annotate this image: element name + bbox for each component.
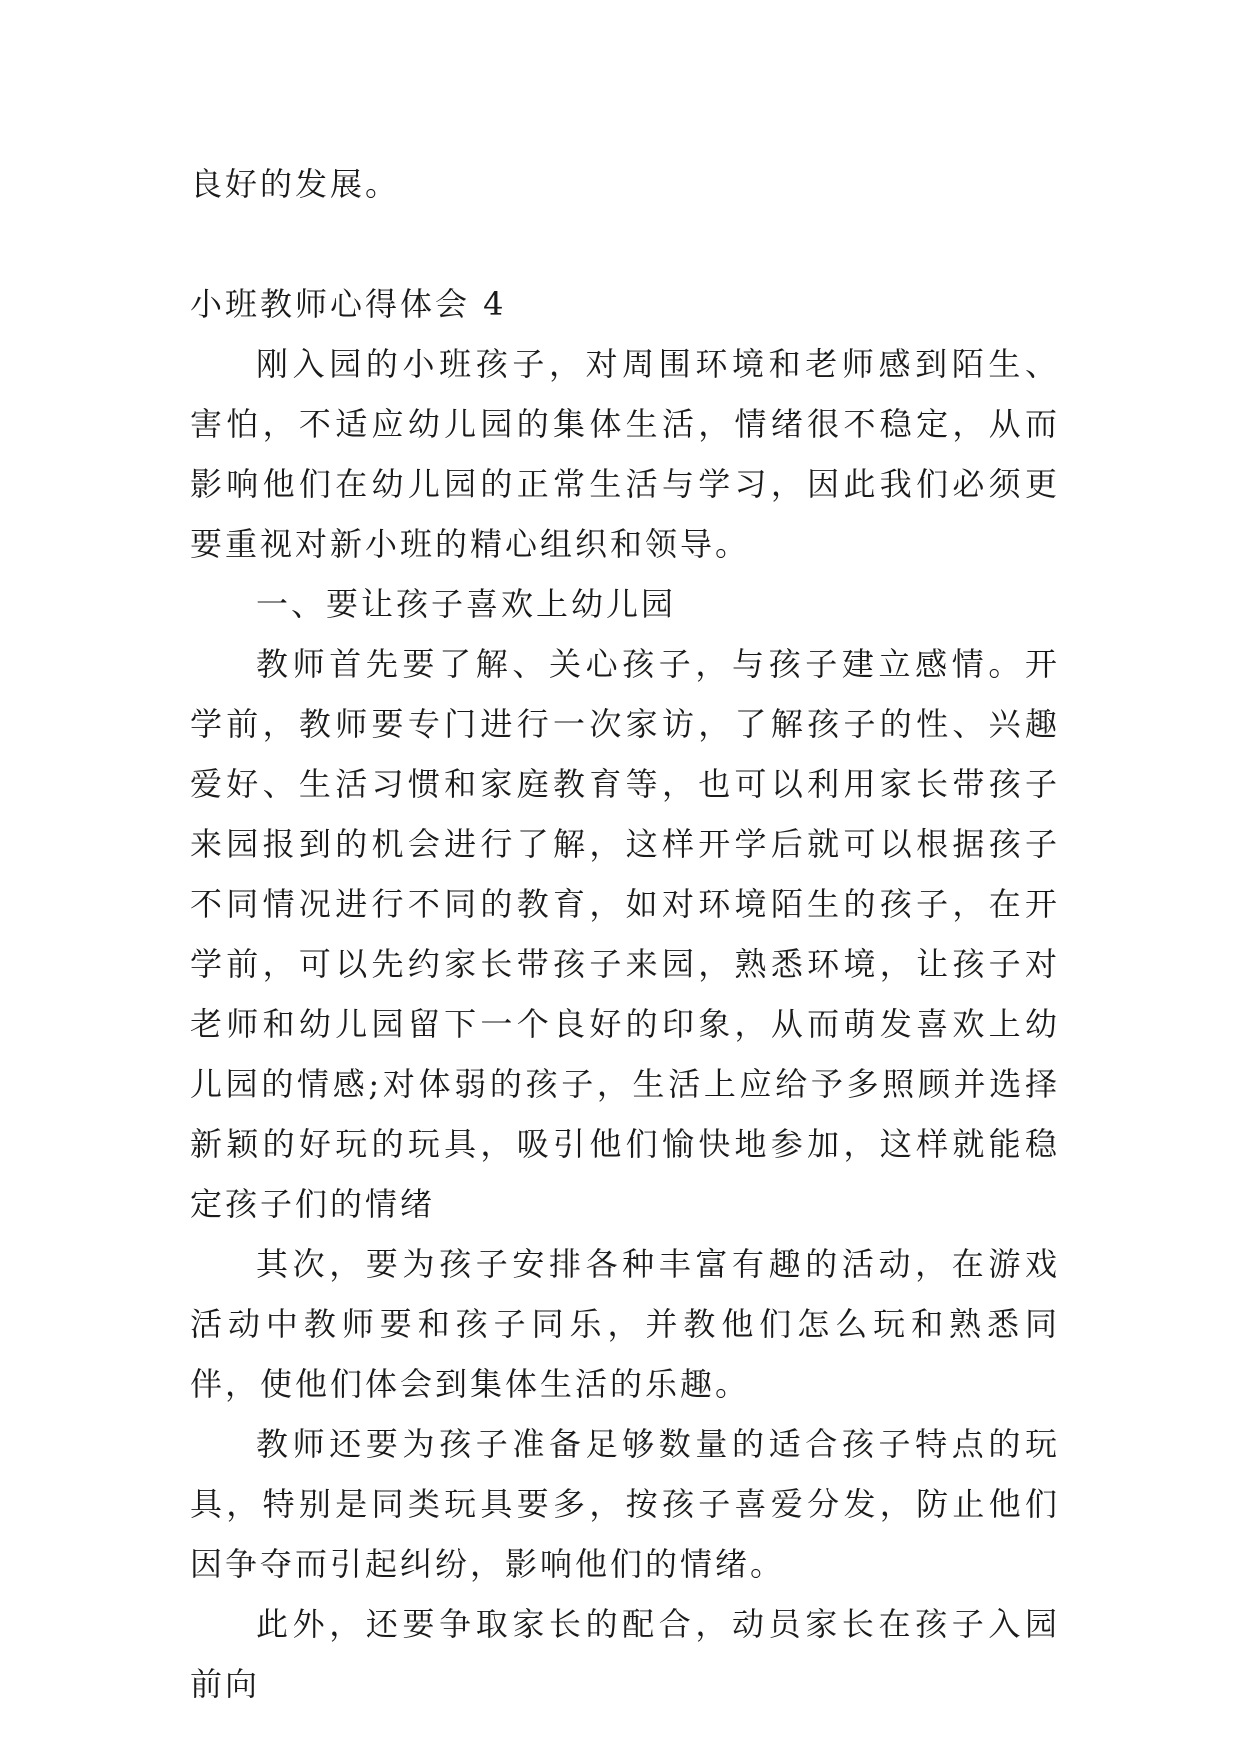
document-body [190, 154, 1060, 1714]
paragraph-first: 教师首先要了解、关心孩子，与孩子建立感情。开学前，教师要专门进行一次家访，了解孩子的性、兴趣爱好、生活习惯和家庭教育等，也可以利用家长带孩子来园报到的机会进行了解，这样开学后就可以根据孩子不同情况进行不同的教育，如对环境陌生的孩子，在开学前，可以先约家长带孩子来园，熟悉环境，让孩子对老师和幼儿园留下一个良好的印象，从而萌发喜欢上幼儿园的情感;对体弱的孩子，生活上应给予多照顾并选择新颖的好玩的玩具，吸引他们愉快地参加，这样就能稳定孩子们的情绪 [190, 645, 1060, 1223]
section-title: 小班教师心得体会 4 [190, 285, 507, 323]
section-heading: 一、要让孩子喜欢上幼儿园 [256, 585, 677, 623]
paragraph-fourth: 此外，还要争取家长的配合，动员家长在孩子入园前向 [190, 1605, 1060, 1703]
paragraph-second: 其次，要为孩子安排各种丰富有趣的活动，在游戏活动中教师要和孩子同乐，并教他们怎么玩和熟悉同伴，使他们体会到集体生活的乐趣。 [190, 1245, 1060, 1403]
paragraph-continued: 良好的发展。 [190, 165, 401, 203]
paragraph-intro: 刚入园的小班孩子，对周围环境和老师感到陌生、害怕，不适应幼儿园的集体生活，情绪很不稳定，从而影响他们在幼儿园的正常生活与学习，因此我们必须更要重视对新小班的精心组织和领导。 [190, 345, 1060, 563]
paragraph-third: 教师还要为孩子准备足够数量的适合孩子特点的玩具，特别是同类玩具要多，按孩子喜爱分发，防止他们因争夺而引起纠纷，影响他们的情绪。 [190, 1425, 1060, 1583]
